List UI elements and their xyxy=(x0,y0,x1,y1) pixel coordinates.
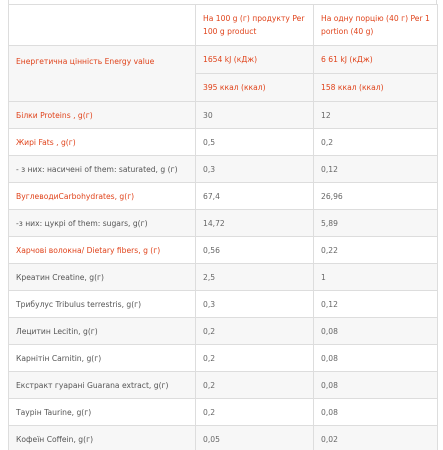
nutrient-label: Карнітін Carnitin, g(г) xyxy=(9,345,196,372)
nutrient-row xyxy=(9,426,438,450)
nutrient-label: Екстракт гуарані Guarana extract, g(г) xyxy=(9,372,196,399)
nutrient-per-100g: 67,4 xyxy=(196,183,314,210)
nutrient-row xyxy=(9,399,438,426)
nutrient-row xyxy=(9,102,438,129)
energy-kcal-per-portion: 158 ккал (ккал) xyxy=(314,74,438,102)
nutrient-label: Харчові волокна/ Dietary fibers, g (г) xyxy=(9,237,196,264)
energy-kj-per-portion: 6 61 kJ (кДж) xyxy=(314,46,438,74)
nutrient-per-100g: 2,5 xyxy=(196,264,314,291)
nutrient-per-portion: 0,22 xyxy=(314,237,438,264)
energy-label: Енергетична цінність Energy value xyxy=(9,46,196,102)
nutrient-per-100g: 0,3 xyxy=(196,291,314,318)
nutrient-row xyxy=(9,372,438,399)
nutrient-label: Таурін Taurine, g(г) xyxy=(9,399,196,426)
nutrient-label: - з них: насичені of them: saturated, g (г) xyxy=(9,156,196,183)
nutrient-label: -з них: цукрі of them: sugars, g(г) xyxy=(9,210,196,237)
energy-kj-per-100g: 1654 kJ (кДж) xyxy=(196,46,314,74)
nutrient-per-portion: 0,08 xyxy=(314,345,438,372)
header-per-portion: На одну порцію (40 г) Per 1 portion (40 g) xyxy=(314,5,438,46)
nutrient-row xyxy=(9,318,438,345)
nutrient-row xyxy=(9,129,438,156)
energy-kcal-per-100g: 395 ккал (ккал) xyxy=(196,74,314,102)
nutrient-per-100g: 30 xyxy=(196,102,314,129)
nutrient-row xyxy=(9,264,438,291)
nutrient-per-portion: 0,08 xyxy=(314,372,438,399)
nutrient-per-portion: 12 xyxy=(314,102,438,129)
header-per-100g: На 100 g (г) продукту Per 100 g product xyxy=(196,5,314,46)
nutrient-per-portion: 5,89 xyxy=(314,210,438,237)
nutrition-table xyxy=(8,4,438,450)
nutrient-per-portion: 26,96 xyxy=(314,183,438,210)
nutrient-per-100g: 0,05 xyxy=(196,426,314,450)
nutrient-per-100g: 0,2 xyxy=(196,399,314,426)
nutrient-row xyxy=(9,291,438,318)
header-row xyxy=(9,5,438,46)
nutrient-row xyxy=(9,237,438,264)
nutrient-row xyxy=(9,183,438,210)
nutrient-row xyxy=(9,210,438,237)
nutrient-per-100g: 14,72 xyxy=(196,210,314,237)
nutrient-per-portion: 0,12 xyxy=(314,156,438,183)
nutrient-per-100g: 0,3 xyxy=(196,156,314,183)
nutrient-label: Жирі Fats , g(г) xyxy=(9,129,196,156)
energy-kj-row xyxy=(9,46,438,74)
nutrient-per-100g: 0,2 xyxy=(196,372,314,399)
nutrient-label: Лецитин Lecitin, g(г) xyxy=(9,318,196,345)
nutrient-label: Кофеїн Coffein, g(г) xyxy=(9,426,196,450)
nutrient-per-100g: 0,56 xyxy=(196,237,314,264)
nutrient-label: Креатин Creatine, g(г) xyxy=(9,264,196,291)
header-empty-cell xyxy=(9,5,196,46)
nutrient-row xyxy=(9,156,438,183)
nutrient-label: ВуглеводиCarbohydrates, g(г) xyxy=(9,183,196,210)
nutrient-per-100g: 0,2 xyxy=(196,345,314,372)
nutrient-per-100g: 0,5 xyxy=(196,129,314,156)
nutrient-per-100g: 0,2 xyxy=(196,318,314,345)
nutrient-row xyxy=(9,345,438,372)
nutrient-per-portion: 1 xyxy=(314,264,438,291)
nutrient-per-portion: 0,12 xyxy=(314,291,438,318)
nutrient-per-portion: 0,08 xyxy=(314,399,438,426)
nutrient-per-portion: 0,02 xyxy=(314,426,438,450)
nutrient-label: Трибулус Tribulus terrestris, g(г) xyxy=(9,291,196,318)
nutrient-per-portion: 0,08 xyxy=(314,318,438,345)
nutrient-label: Білки Proteins , g(г) xyxy=(9,102,196,129)
nutrient-per-portion: 0,2 xyxy=(314,129,438,156)
